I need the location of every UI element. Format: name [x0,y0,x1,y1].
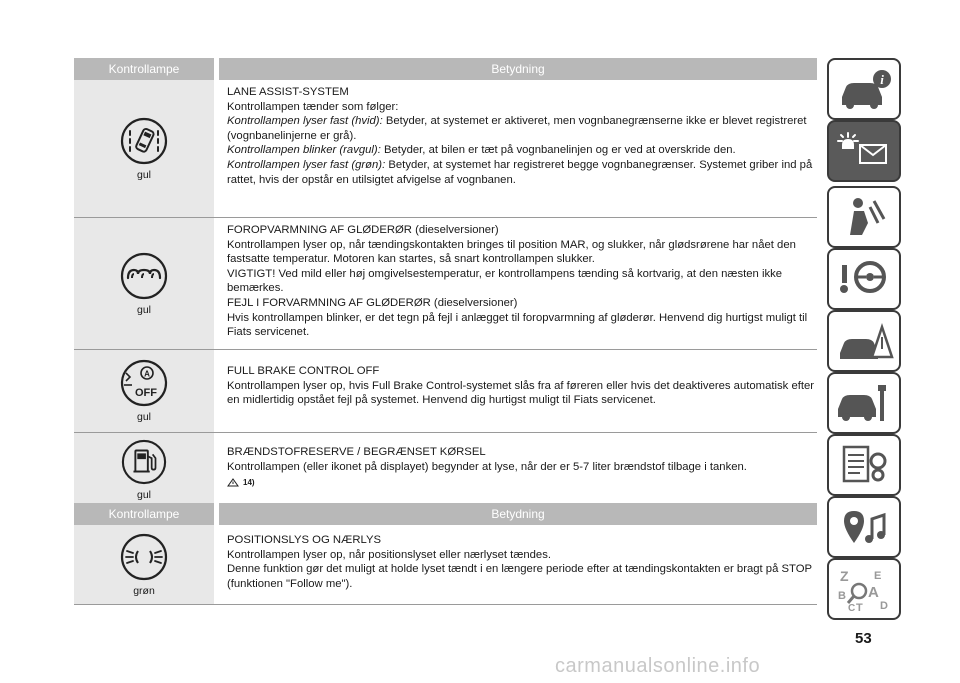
tab-car-info[interactable] [827,58,901,120]
tab-multimedia[interactable] [827,496,901,558]
svg-text:OFF: OFF [135,387,157,399]
description-cell [214,433,817,507]
warning-hand-icon [227,478,239,488]
italic-label: Kontrollampen lyser fast (hvid): [227,115,383,128]
description-cell [214,525,817,604]
tab-maintenance[interactable] [827,372,901,434]
tab-emergency[interactable] [827,310,901,372]
table-header [74,503,817,525]
header-meaning: Betydning [219,503,817,525]
paragraph: Kontrollampen tænder som følger: [227,100,399,113]
row-title: FULL BRAKE CONTROL OFF [227,365,380,377]
svg-text:i: i [880,72,884,87]
warning-lights-table [74,58,817,508]
warning-lights-table-2 [74,503,817,605]
table-row [74,433,817,508]
tab-starting-driving[interactable] [827,248,901,310]
lamp-color: gul [136,168,151,181]
svg-text:E: E [874,570,882,582]
svg-text:T: T [856,602,863,613]
emergency-triangle-icon [834,317,894,365]
lamp-cell [74,218,214,349]
position-lights-icon [116,533,172,581]
table-row [74,350,817,433]
description-cell [214,350,817,432]
paragraph [227,143,817,158]
svg-text:B: B [838,590,846,602]
svg-text:Z: Z [840,568,849,584]
row-title: FOROPVARMNING AF GLØDERØR (dieselversioner) [227,224,499,236]
lane-assist-icon [116,117,172,165]
paragraph: Hvis kontrollampen blinker, er det tegn på fejl i anlægget til foropvarmning af gløderør. Henvend dig hurtigst muligt til Fiats servicenet. [227,311,808,339]
tab-index[interactable] [827,558,901,620]
reference-number: 14) [243,478,255,488]
paragraph: VIGTIGT! Ved mild eller høj omgivelsestemperatur, er kontrollampens tænding så kortvarig, at den næsten ikke bemærkes. [227,267,783,295]
header-meaning: Betydning [219,58,817,80]
lamp-color: gul [136,411,151,423]
paragraph: Kontrollampen lyser op, når tændingskontakten bringes til position MAR, og slukker, når glødsrørene har nået den fastsatte temperatur. Motoren kan startes, så snart kontrollampen slukker. [227,238,796,266]
alphabetical-index-icon [834,565,894,613]
multimedia-icon [834,503,894,551]
lamp-color: gul [136,489,151,501]
full-brake-off-icon [116,359,172,407]
description-cell [214,218,817,349]
glow-plug-icon [116,252,172,300]
table-row [74,218,817,350]
paragraph: Kontrollampen lyser op, når positionslyset eller nærlyset tændes. [227,548,551,561]
italic-label: Kontrollampen blinker (ravgul): [227,144,381,157]
text: Betyder, at systemet er aktiveret, men vognbanegrænserne ikke er blevet registreret (vognbanelinjerne er grå). [227,115,807,142]
lamp-cell [74,350,214,432]
warning-reference [227,476,817,491]
description-cell [214,80,817,217]
lamp-color: gul [136,303,151,316]
row-title: BRÆNDSTOFRESERVE / BEGRÆNSET KØRSEL [227,446,486,458]
car-info-icon [834,65,894,113]
fuel-reserve-icon [116,439,172,485]
row-title: POSITIONSLYS OG NÆRLYS [227,534,382,546]
header-lamp: Kontrollampe [74,58,214,80]
italic-label: Kontrollampen lyser fast (grøn): [227,158,386,171]
table-row [74,525,817,605]
lamp-cell [74,525,214,604]
watermark: carmanualsonline.info [555,655,761,677]
car-service-icon [834,379,894,427]
paragraph: Kontrollampen (eller ikonet på displayet) begynder at lyse, når der er 5-7 liter brændstof tilbage i tanken. [227,460,747,473]
text: Betyder, at systemet har registreret begge vognbanegrænser. Systemet griber ind på rattet, hvis der opstår en utilsigtet afvigelse af vognbanen. [227,158,813,186]
paragraph: Kontrollampen lyser op, hvis Full Brake Control-systemet slås fra af føreren eller hvis det deaktiveres automatisk efter en midlertidig opstået fejl på systemet. Henvend dig hurtigst muligt til Fiats servicenet. [227,379,815,407]
text: Betyder, at bilen er tæt på vognbanelinjen og er ved at overskride den. [380,144,736,157]
paragraph: FEJL I FORVARMNING AF GLØDERØR (dieselversioner) [227,296,518,309]
svg-text:A: A [144,369,150,379]
technical-data-icon [834,441,894,489]
table-header [74,58,817,80]
lamp-color: grøn [133,584,155,597]
row-title: LANE ASSIST-SYSTEM [227,86,349,98]
tab-technical-data[interactable] [827,434,901,496]
safety-airbag-icon [834,193,894,241]
svg-text:A: A [868,584,879,601]
svg-text:D: D [880,600,888,612]
tab-safety[interactable] [827,186,901,248]
paragraph [227,114,817,143]
steering-wheel-key-icon [834,255,894,303]
header-lamp: Kontrollampe [74,503,214,525]
table-row [74,80,817,218]
page-number: 53 [855,630,872,647]
svg-text:C: C [848,603,856,613]
paragraph: Denne funktion gør det muligt at holde lyset tændt i en længere periode efter at tændingskontakten er bragt på STOP (funktionen "Follow me"). [227,563,812,590]
warning-light-message-icon [834,127,894,175]
tab-warning-lights[interactable] [827,120,901,182]
lamp-cell [74,80,214,217]
paragraph [227,158,817,187]
lamp-cell [74,433,214,507]
